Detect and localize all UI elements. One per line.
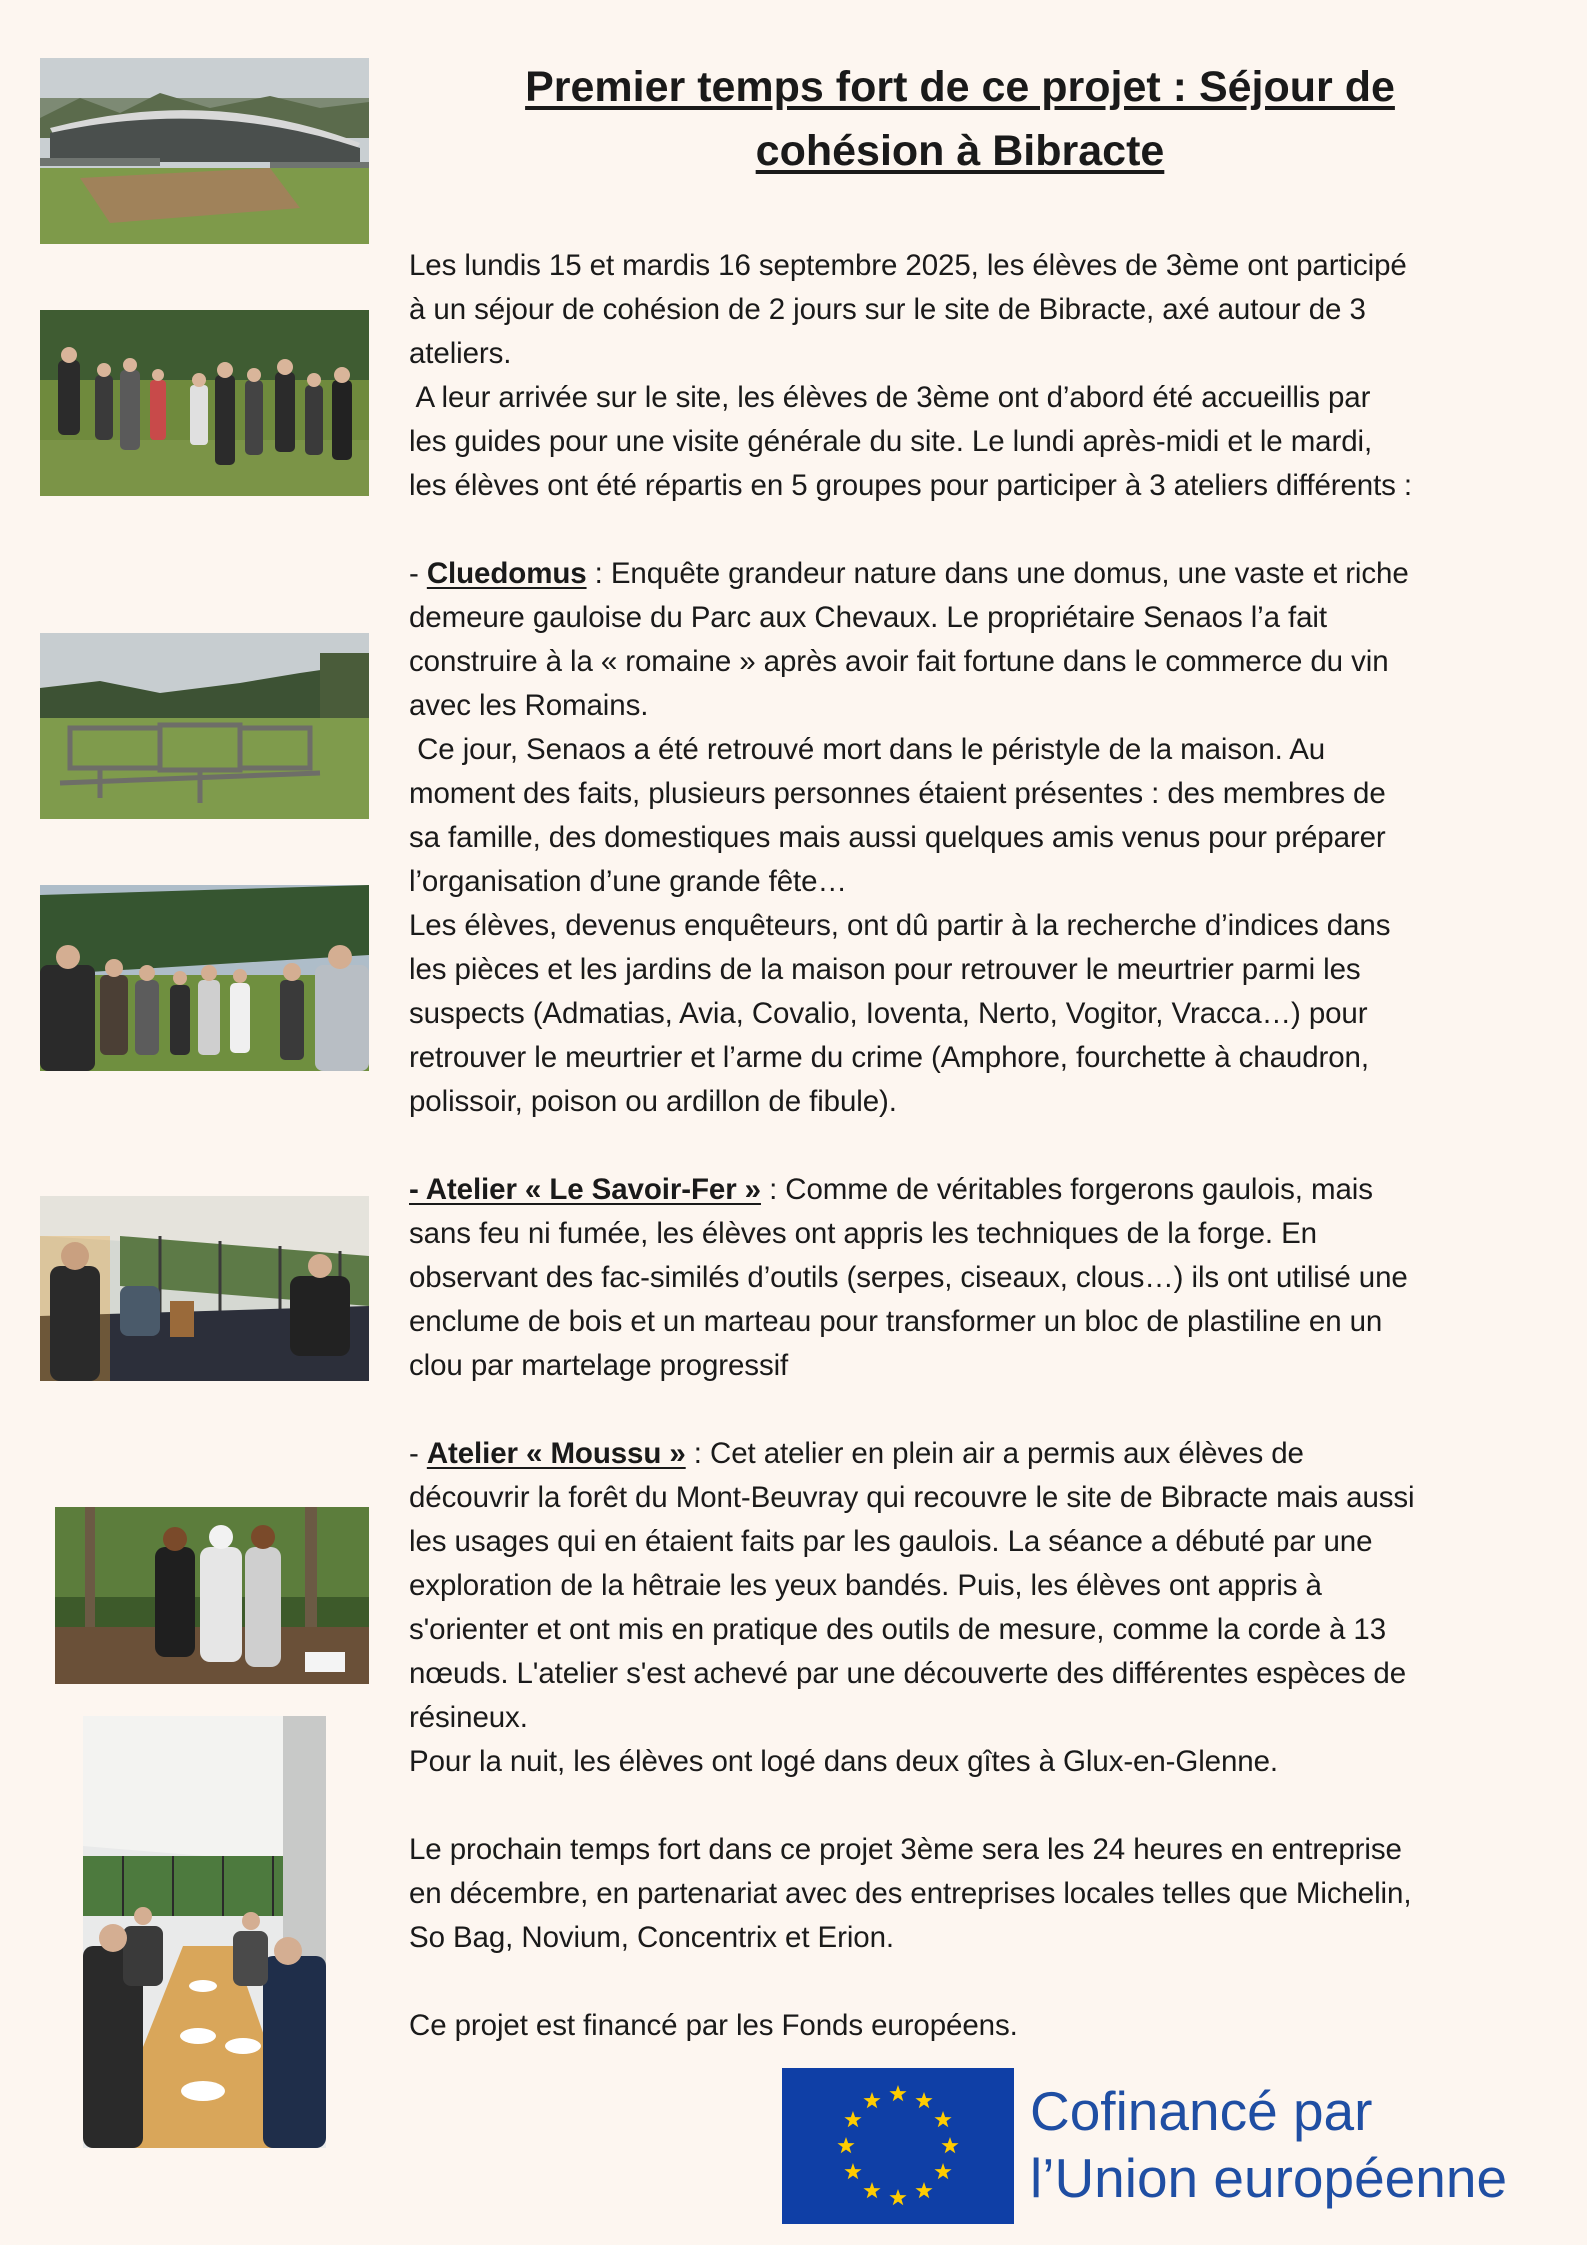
cluedomus-line: demeure gauloise du Parc aux Chevaux. Le propriétaire Senaos l’a fait: [409, 601, 1327, 634]
cluedomus-heading: - Cluedomus : Enquête grandeur nature dans une domus, une vaste et riche: [409, 557, 1409, 590]
savoir-fer-line: enclume de bois et un marteau pour transformer un bloc de plastiline en un: [409, 1305, 1383, 1338]
cluedomus-line: l’organisation d’une grande fête…: [409, 865, 847, 898]
cluedomus-line: Les élèves, devenus enquêteurs, ont dû partir à la recherche d’indices dans: [409, 909, 1391, 942]
eu-text-line-2: l’Union européenne: [1030, 2147, 1508, 2209]
intro-line: les guides pour une visite générale du site. Le lundi après-midi et le mardi,: [409, 425, 1373, 458]
cluedomus-line: polissoir, poison ou ardillon de fibule).: [409, 1085, 897, 1118]
title-line-1: Premier temps fort de ce projet : Séjour de: [525, 63, 1395, 111]
next-line: So Bag, Novium, Concentrix et Erion.: [409, 1921, 895, 1954]
intro-line: les élèves ont été répartis en 5 groupes pour participer à 3 ateliers différents :: [409, 469, 1413, 502]
excavation-shelter-photo: [40, 58, 369, 244]
page-title: [440, 55, 1480, 183]
savoir-fer-line: observant des fac-similés d’outils (serpes, ciseaux, clous…) ils ont utilisé une: [409, 1261, 1408, 1294]
eu-cofunded-text: [1030, 2078, 1570, 2212]
cluedomus-line: avec les Romains.: [409, 689, 649, 722]
cluedomus-line: Ce jour, Senaos a été retrouvé mort dans le péristyle de la maison. Au: [409, 733, 1326, 766]
moussu-heading: - Atelier « Moussu » : Cet atelier en plein air a permis aux élèves de: [409, 1437, 1304, 1470]
moussu-name: Atelier « Moussu »: [426, 1437, 686, 1470]
moussu-line: résineux.: [409, 1701, 528, 1734]
forge-workshop-photo: [40, 1196, 369, 1381]
students-guide-photo: [40, 885, 369, 1071]
intro-line: ateliers.: [409, 337, 512, 370]
moussu-line: s'orienter et ont mis en pratique des outils de mesure, comme la corde à 13: [409, 1613, 1387, 1646]
savoir-fer-line: clou par martelage progressif: [409, 1349, 789, 1382]
savoir-fer-name: - Atelier « Le Savoir-Fer »: [409, 1173, 761, 1206]
next-line: en décembre, en partenariat avec des entreprises locales telles que Michelin,: [409, 1877, 1412, 1910]
moussu-line: découvrir la forêt du Mont-Beuvray qui recouvre le site de Bibracte mais aussi: [409, 1481, 1415, 1514]
domus-ruins-photo: [40, 633, 369, 819]
cluedomus-line: construire à la « romaine » après avoir fait fortune dans le commerce du vin: [409, 645, 1389, 678]
eu-flag-logo: [782, 2068, 1014, 2224]
cluedomus-line: les pièces et les jardins de la maison pour retrouver le meurtrier parmi les: [409, 953, 1361, 986]
cluedomus-line: retrouver le meurtrier et l’arme du crime (Amphore, fourchette à chaudron,: [409, 1041, 1369, 1074]
intro-line: A leur arrivée sur le site, les élèves de 3ème ont d’abord été accueillis par: [409, 381, 1371, 414]
students-field-photo: [40, 310, 369, 496]
savoir-fer-line: sans feu ni fumée, les élèves ont appris les techniques de la forge. En: [409, 1217, 1317, 1250]
dining-hall-photo: [83, 1716, 326, 2148]
next-line: Le prochain temps fort dans ce projet 3ème sera les 24 heures en entreprise: [409, 1833, 1402, 1866]
moussu-line: les usages qui en étaient faits par les gaulois. La séance a débuté par une: [409, 1525, 1373, 1558]
cluedomus-line: suspects (Admatias, Avia, Covalio, Ioventa, Nerto, Vogitor, Vracca…) pour: [409, 997, 1368, 1030]
moussu-line: exploration de la hêtraie les yeux bandés. Puis, les élèves ont appris à: [409, 1569, 1322, 1602]
cluedomus-line: moment des faits, plusieurs personnes étaient présentes : des membres de: [409, 777, 1386, 810]
savoir-fer-heading: - Atelier « Le Savoir-Fer » : Comme de véritables forgerons gaulois, mais: [409, 1173, 1373, 1206]
cluedomus-name: Cluedomus: [426, 557, 587, 590]
funding-line: Ce projet est financé par les Fonds européens.: [409, 2009, 1018, 2042]
intro-line: à un séjour de cohésion de 2 jours sur le site de Bibracte, axé autour de 3: [409, 293, 1366, 326]
intro-line: Les lundis 15 et mardis 16 septembre 2025, les élèves de 3ème ont participé: [409, 249, 1407, 282]
eu-text-line-1: Cofinancé par: [1030, 2080, 1373, 2142]
title-line-2: cohésion à Bibracte: [755, 127, 1165, 175]
moussu-line: Pour la nuit, les élèves ont logé dans deux gîtes à Glux-en-Glenne.: [409, 1745, 1278, 1778]
article-body: [409, 244, 1529, 2048]
cluedomus-line: sa famille, des domestiques mais aussi quelques amis venus pour préparer: [409, 821, 1386, 854]
moussu-line: nœuds. L'atelier s'est achevé par une découverte des différentes espèces de: [409, 1657, 1406, 1690]
forest-blindfold-photo: [55, 1507, 369, 1684]
